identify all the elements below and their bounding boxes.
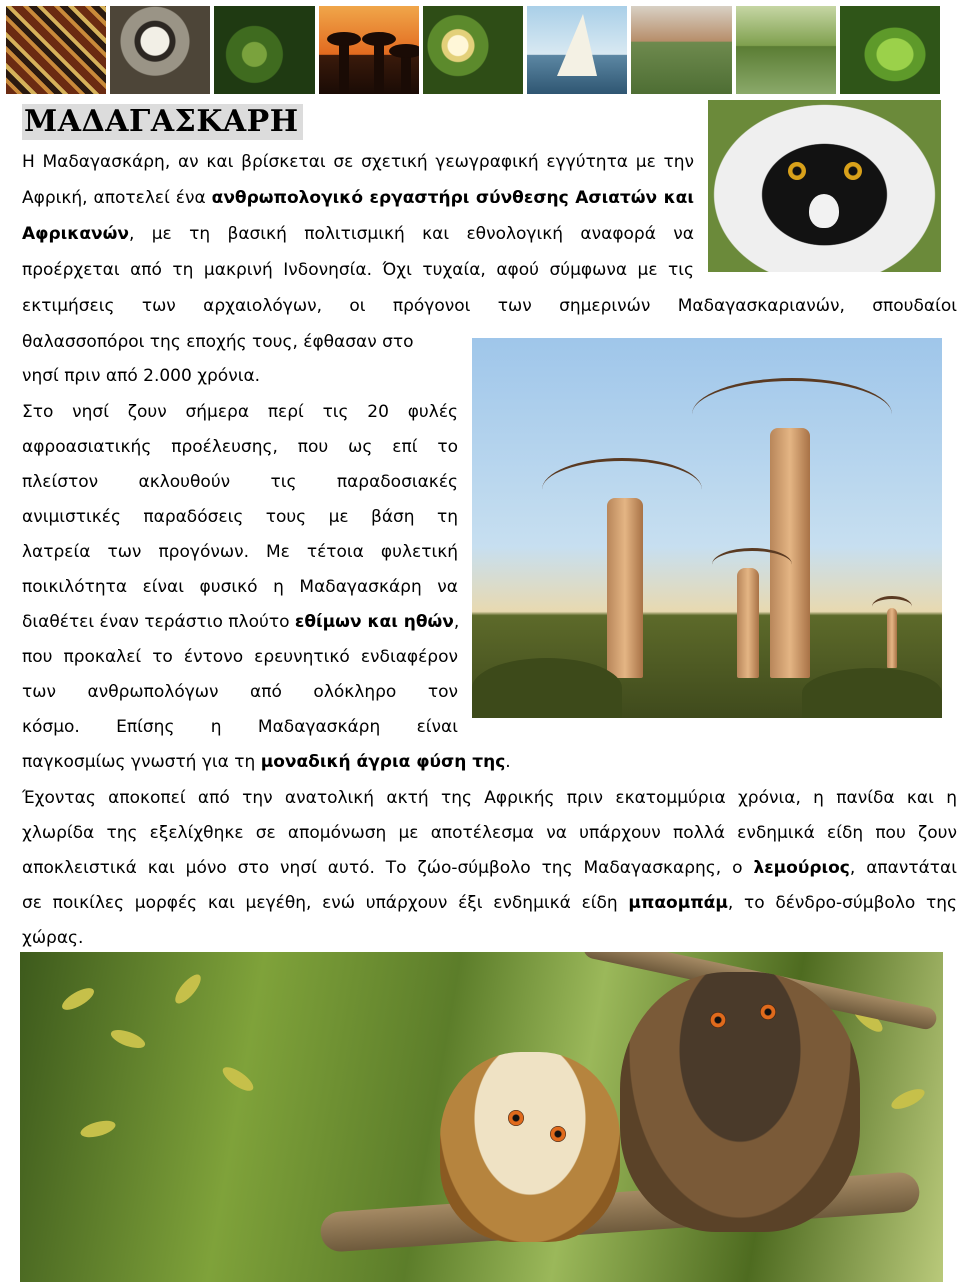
banner-photo-village [631,6,731,94]
p2-line-8: που προκαλεί το έντονο ερευνητικό ενδιαφέρον [22,647,458,667]
p2-line-11: παγκοσμίως γνωστή για τη μοναδική άγρια φύση της. [22,752,511,772]
p1-line-3: Αφρικανών, με τη βασική πολιτισμική και εθνολογική αναφορά να [22,224,694,244]
banner-photo-baobab-sunset [319,6,419,94]
banner-photo-textile [6,6,106,94]
banner-photo-rice-field [736,6,836,94]
p2-line-7: διαθέτει έναν τεράστιο πλούτο εθίμων και ηθών, [22,612,460,632]
p1-line-4: προέρχεται από τη μακρινή Ινδονησία. Όχι τυχαία, αφού σύμφωνα με τις [22,260,694,280]
p2-line-5: λατρεία των προγόνων. Με τέτοια φυλετική [22,542,458,562]
p2-line-9: των ανθρωπολόγων από ολόκληρο τον [22,682,458,702]
banner-photo-lemurs [110,6,210,94]
p2-line-1: Στο νησί ζουν σήμερα περί τις 20 φυλές [22,402,458,422]
p2-line-10: κόσμο. Επίσης η Μαδαγασκάρη είναι [22,717,458,737]
page-title: ΜΑΔΑΓΑΣΚΑΡΗ [22,104,303,140]
p2-line-2: αφροασιατικής προέλευσης, που ως επί το [22,437,458,457]
p1-line-1: Η Μαδαγασκάρη, αν και βρίσκεται σε σχετική γεωγραφική εγγύτητα με την [22,152,694,172]
p1-line-6: θαλασσοπόροι της εποχής τους, έφθασαν στο [22,332,414,352]
p3-line-4: σε ποικίλες μορφές και μεγέθη, ενώ υπάρχουν έξι ενδημικά είδη μπαομπάμ, το δένδρο-σύμβολο της [22,893,957,913]
banner-photo-frog [840,6,940,94]
banner-photo-vanilla-flower [423,6,523,94]
p3-line-2: χλωρίδα της εξελίχθηκε σε απομόνωση με αποτέλεσμα να υπάρχουν πολλά ενδημικά είδη που ζουν [22,823,957,843]
p1-line-7: νησί πριν από 2.000 χρόνια. [22,366,261,386]
photo-brown-lemurs [20,952,943,1282]
p2-line-3: πλείστον ακλουθούν τις παραδοσιακές [22,472,458,492]
p3-line-5: χώρας. [22,928,84,948]
p3-line-3: αποκλειστικά και μόνο στο νησί αυτό. Το ζώο-σύμβολο της Μαδαγασκαρης, ο λεμούριος, απαντάται [22,858,957,878]
banner-photo-chameleon [214,6,314,94]
photo-banner [6,6,940,94]
banner-photo-sailboat [527,6,627,94]
p2-line-6: ποικιλότητα είναι φυσικό η Μαδαγασκάρη να [22,577,458,597]
p1-line-2: Αφρική, αποτελεί ένα ανθρωπολογικό εργαστήρι σύνθεσης Ασιατών και [22,188,694,208]
p2-line-4: ανιμιστικές παραδόσεις τους με βάση τη [22,507,458,527]
photo-baobab-avenue [472,338,942,718]
photo-ruffed-lemur [708,100,941,272]
p1-line-5: εκτιμήσεις των αρχαιολόγων, οι πρόγονοι των σημερινών Μαδαγασκαριανών, σπουδαίοι [22,296,957,316]
p3-line-1: Έχοντας αποκοπεί από την ανατολική ακτή της Αφρικής πριν εκατομμύρια χρόνια, η πανίδα και η [22,788,957,808]
